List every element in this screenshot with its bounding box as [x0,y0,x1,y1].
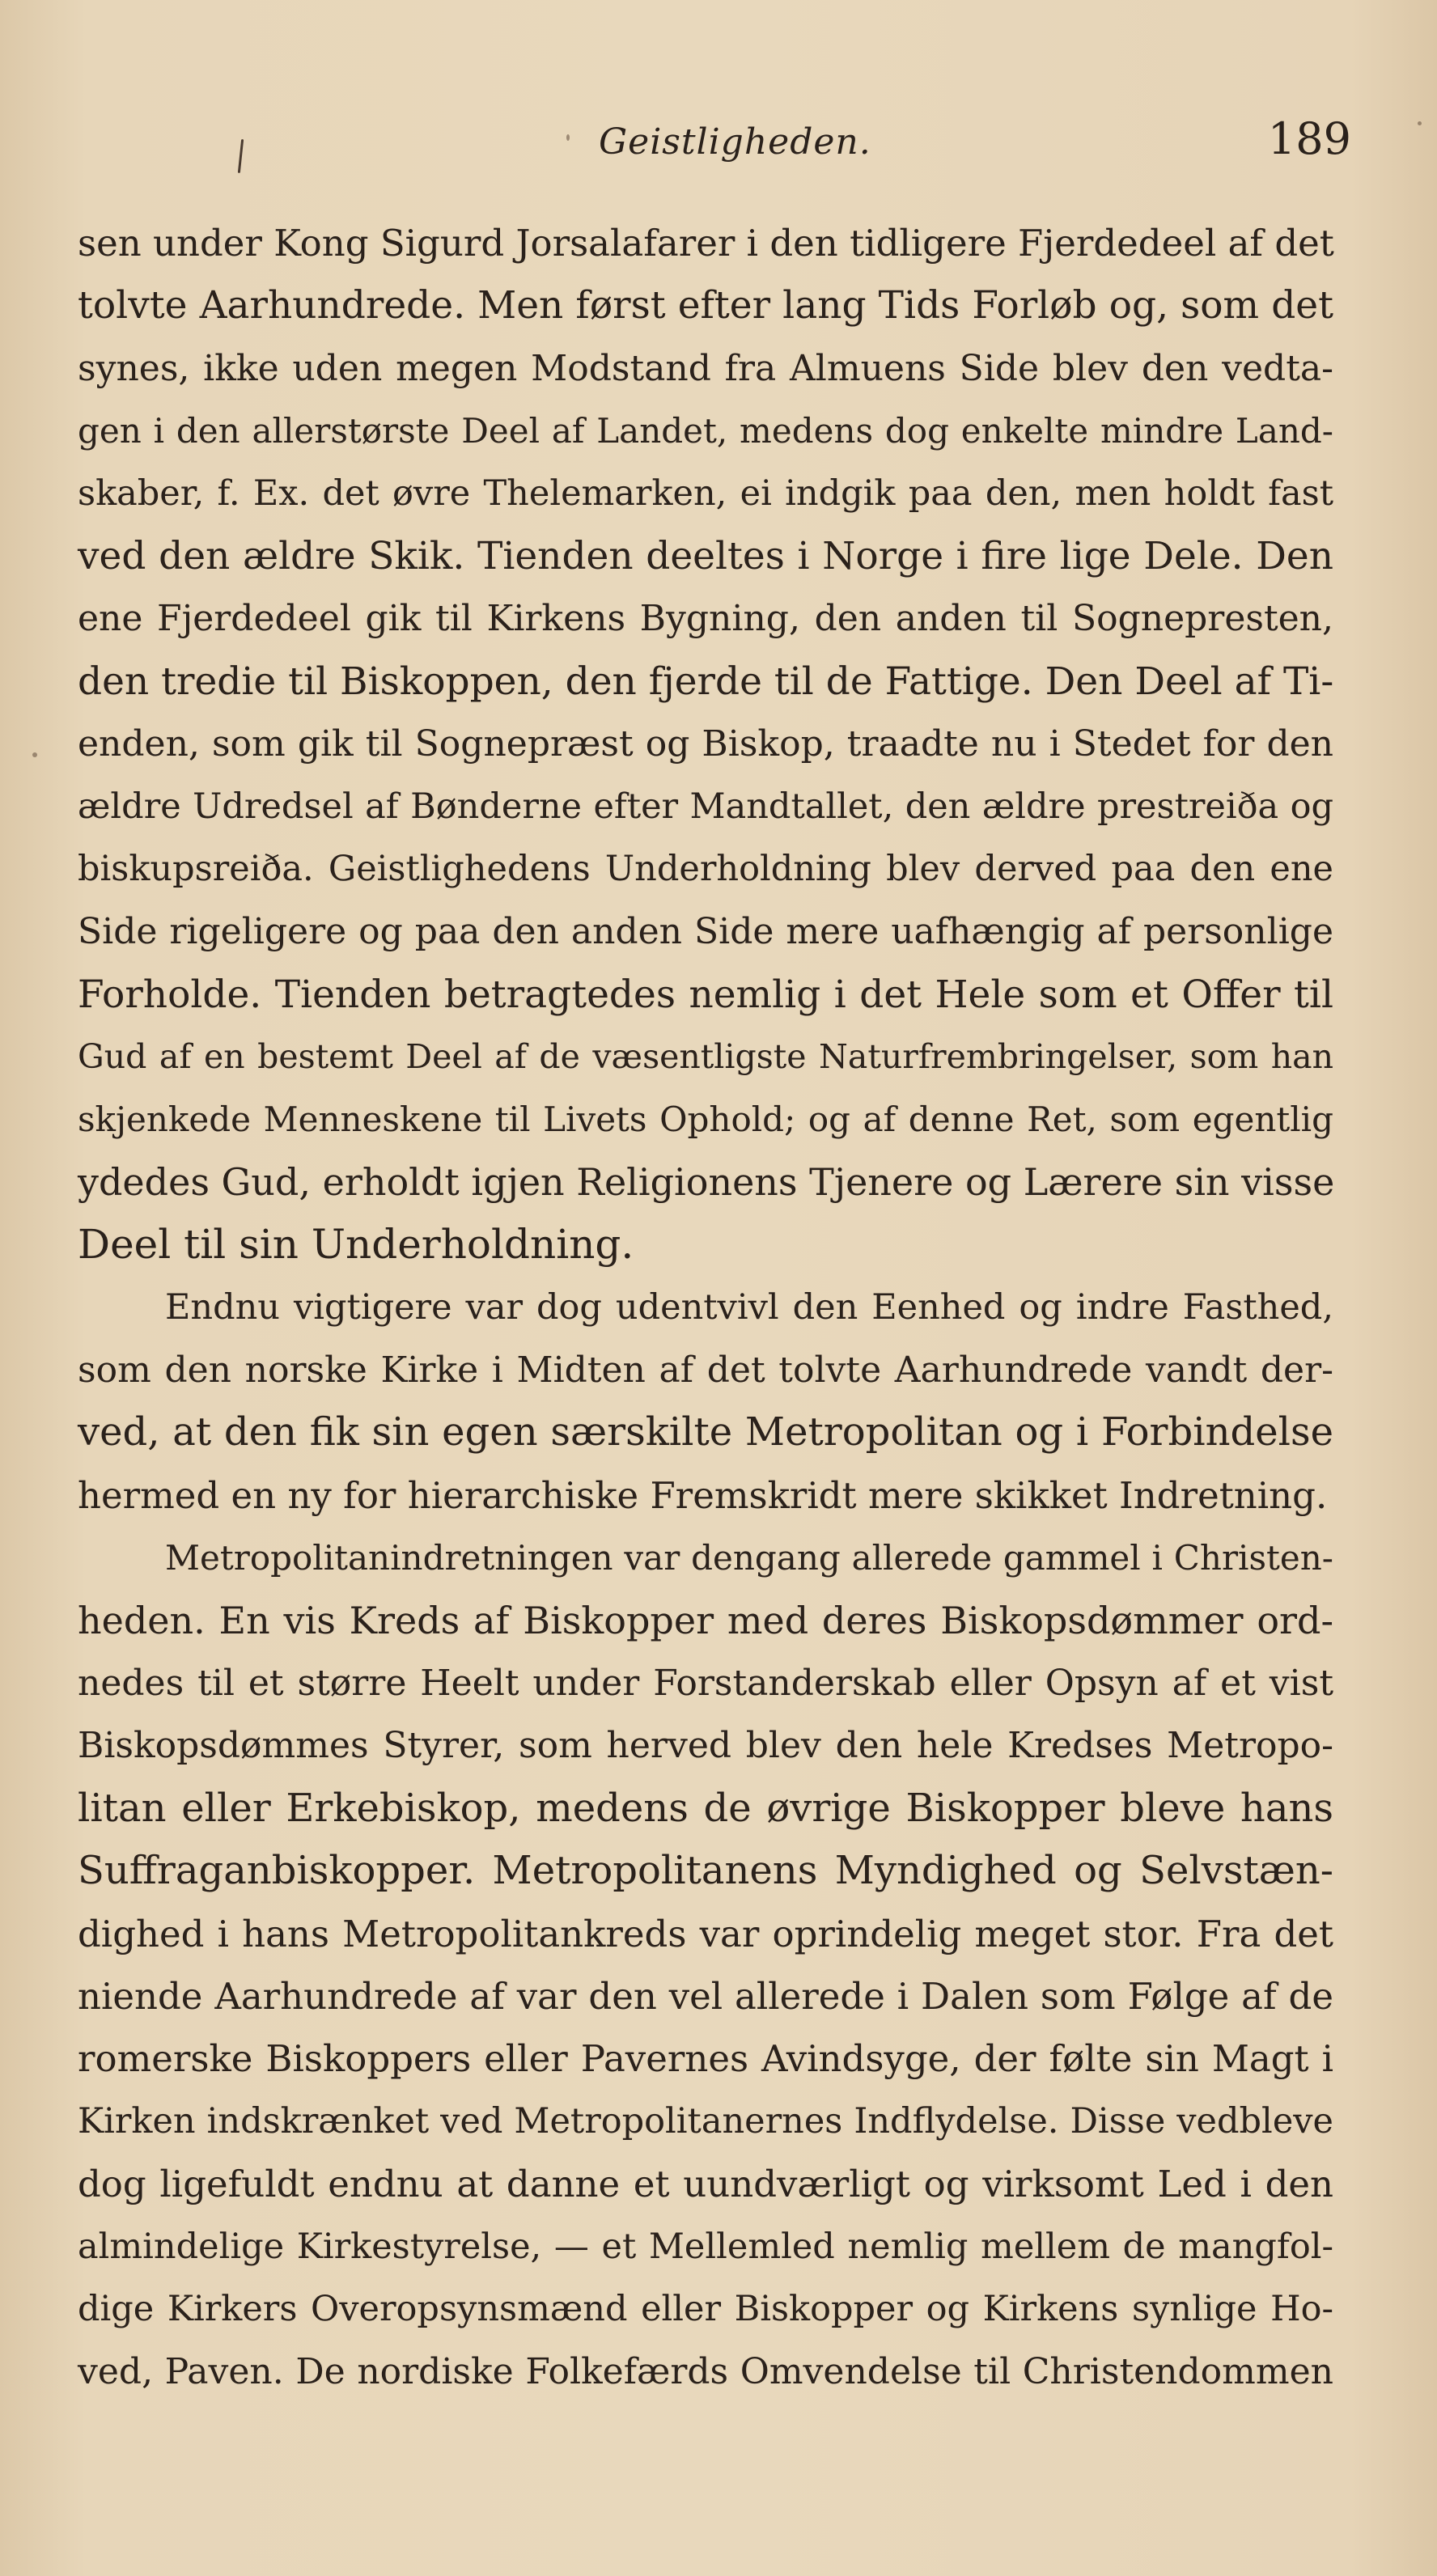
text-line: dige Kirkers Overopsynsmænd eller Biskopper og Kirkens synlige Ho- [78,2288,1333,2329]
text-line: almindelige Kirkestyrelse, — et Mellemled nemlig mellem de mangfol- [78,2226,1333,2267]
text-line: Suffraganbiskopper. Metropolitanens Myndighed og Selvstæn- [78,1848,1333,1894]
paragraph-end-line: Deel til sin Underholdning. [78,1221,634,1269]
text-line: ved, at den fik sin egen særskilte Metropolitan og i Forbindelse [78,1409,1333,1455]
paper-speck [1418,121,1422,125]
text-line: gen i den allerstørste Deel af Landet, medens dog enkelte mindre Land- [78,411,1333,451]
text-line: ene Fjerdedeel gik til Kirkens Bygning, den anden til Sognepresten, [78,598,1333,640]
text-line: skjenkede Menneskene til Livets Ophold; og af denne Ret, som egentlig [78,1099,1333,1140]
text-line: Gud af en bestemt Deel af de væsentligste Naturfrembringelser, som han [78,1037,1333,1077]
text-line: sen under Kong Sigurd Jorsalafarer i den tidligere Fjerdedeel af det [78,222,1334,265]
text-line: ved, Paven. De nordiske Folkefærds Omvendelse til Christendommen [78,2351,1333,2393]
text-line: skaber, f. Ex. det øvre Thelemarken, ei indgik paa den, men holdt fast [78,472,1333,514]
text-line: nedes til et større Heelt under Forstanderskab eller Opsyn af et vist [78,1662,1333,1704]
body-text [78,212,1333,2404]
text-line: som den norske Kirke i Midten af det tolvte Aarhundrede vandt der- [78,1349,1333,1392]
text-line: ved den ældre Skik. Tienden deeltes i Norge i fire lige Dele. Den [78,533,1333,578]
text-line: tolvte Aarhundrede. Men først efter lang Tids Forløb og, som det [78,283,1333,328]
text-line: litan eller Erkebiskop, medens de øvrige Biskopper bleve hans [78,1785,1333,1831]
text-line: ældre Udredsel af Bønderne efter Mandtallet, den ældre prestreiða og [78,786,1333,827]
text-line: heden. En vis Kreds af Biskopper med deres Biskopsdømmer ord- [78,1598,1333,1642]
text-line: enden, som gik til Sognepræst og Biskop, traadte nu i Stedet for den [78,723,1333,765]
text-line: Forholde. Tienden betragtedes nemlig i det Hele som et Offer til [78,972,1333,1017]
text-line: dighed i hans Metropolitankreds var oprindelig meget stor. Fra det [78,1912,1333,1955]
text-line: Biskopsdømmes Styrer, som herved blev den hele Kredses Metropo- [78,1725,1333,1767]
text-line: dog ligefuldt endnu at danne et uundværligt og virksomt Led i den [78,2163,1333,2206]
paper-speck [32,752,37,757]
text-line: niende Aarhundrede af var den vel allerede i Dalen som Følge af de [78,1974,1333,2018]
page-number: 189 [1267,113,1351,164]
paragraph-end-line: hermed en ny for hierarchiske Fremskridt mere skikket Indretning. [78,1473,1328,1517]
text-line: ydedes Gud, erholdt igjen Religionens Tjenere og Lærere sin visse [78,1159,1335,1204]
margin-mark [238,139,244,173]
text-line: romerske Biskoppers eller Pavernes Avindsyge, der følte sin Magt i [78,2037,1333,2081]
paper-speck [566,134,570,141]
running-title: Geistligheden. [599,121,871,163]
text-line: den tredie til Biskoppen, den fjerde til de Fattige. Den Deel af Ti- [78,659,1334,704]
paragraph-start-line: Endnu vigtigere var dog udentvivl den Eenhed og indre Fasthed, [165,1286,1333,1328]
text-line: biskupsreiða. Geistlighedens Underholdning blev derved paa den ene [78,848,1333,889]
text-line: Side rigeligere og paa den anden Side mere uafhængig af personlige [78,911,1333,953]
paragraph-start-line: Metropolitanindretningen var dengang allerede gammel i Christen- [165,1538,1333,1578]
text-line: synes, ikke uden megen Modstand fra Almuens Side blev den vedta- [78,347,1333,389]
text-line: Kirken indskrænket ved Metropolitanernes Indflydelse. Disse vedbleve [78,2100,1333,2142]
